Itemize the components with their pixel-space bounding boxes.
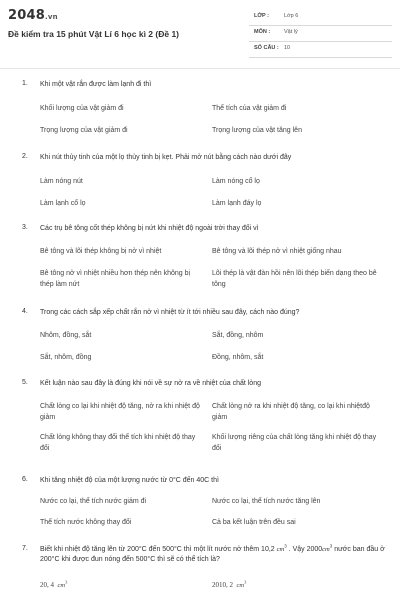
logo-suffix: .vn xyxy=(44,13,58,21)
question-number: 2. xyxy=(22,153,28,160)
question-5-option-b[interactable]: Chất lỏng nở ra khi nhiệt độ tăng, co lại khi nhiệtđộ giảm xyxy=(212,403,370,421)
question-5-option-a[interactable]: Chất lỏng co lại khi nhiệt độ tăng, nở ra khi nhiệt độ giảm xyxy=(40,403,200,421)
question-5-option-c[interactable]: Chất lỏng không thay đổi thể tích khi nhiệt độ thay đổi xyxy=(40,434,196,452)
question-5-option-d[interactable]: Khối lượng riêng của chất lỏng tăng khi nhiệt độ thay đổi xyxy=(212,434,377,452)
logo-text: 2048 xyxy=(8,8,45,23)
meta-value-subject: Vật lý xyxy=(284,29,298,35)
meta-value-count: 10 xyxy=(284,45,291,51)
question-3-option-b[interactable]: Bê tông và lõi thép nở vì nhiệt giống nhau xyxy=(212,248,342,255)
question-6-option-a[interactable]: Nước co lại, thể tích nước giảm đi xyxy=(40,498,147,505)
meta-label-count: SỐ CÂU : xyxy=(254,45,279,51)
question-3-option-d[interactable]: Lõi thép là vật đàn hồi nên lõi thép biến dạng theo bê tông xyxy=(212,270,377,288)
question-text: Khi tăng nhiệt độ của một lượng nước từ 0°C đến 40C thì xyxy=(40,477,219,484)
question-7-option-a[interactable]: 20, 4 $cm^3$ xyxy=(40,579,68,589)
question-number: 3. xyxy=(22,224,28,231)
question-1-option-d[interactable]: Trọng lượng của vật tăng lên xyxy=(212,127,302,134)
meta-row-subject xyxy=(249,26,392,42)
header-divider xyxy=(0,68,400,69)
question-3-option-a[interactable]: Bê tông và lõi thép không bị nở vì nhiệt xyxy=(40,248,162,255)
question-4-option-b[interactable]: Sắt, đồng, nhôm xyxy=(212,332,264,339)
question-2-option-c[interactable]: Làm lạnh cổ lọ xyxy=(40,200,86,207)
meta-value-class: Lớp 6 xyxy=(284,13,299,19)
question-4-option-c[interactable]: Sắt, nhôm, đồng xyxy=(40,354,92,361)
question-2-option-d[interactable]: Làm lạnh đáy lọ xyxy=(212,200,262,207)
question-text: Biết khi nhiệt độ tăng lên từ 200°C đến 500°C thì một lít nước nở thêm 10,2 $cm^3$ . Vậy $2000cm^3$ nước ban đầu ở 200°C khi được đun nóng đến 500°C thì sẽ có thể tích là? xyxy=(40,543,385,563)
question-7-option-b[interactable]: 2010, 2 $cm^3$ xyxy=(212,579,247,589)
question-text: Các trụ bê tông cốt thép không bị nứt khi nhiệt độ ngoài trời thay đổi vì xyxy=(40,225,259,232)
page-header xyxy=(0,0,400,64)
question-number: 4. xyxy=(22,308,28,315)
question-1-option-c[interactable]: Trọng lượng của vật giảm đi xyxy=(40,127,128,134)
exam-meta-box xyxy=(249,10,392,60)
site-logo[interactable] xyxy=(8,8,58,23)
question-2-option-b[interactable]: Làm nóng cổ lọ xyxy=(212,178,260,185)
question-1-option-b[interactable]: Thể tích của vật giảm đi xyxy=(212,105,287,112)
question-3-option-c[interactable]: Bê tông nở vì nhiệt nhiều hơn thép nên không bị thép làm nứt xyxy=(40,270,191,288)
question-2-option-a[interactable]: Làm nóng nút xyxy=(40,178,83,185)
question-1-option-a[interactable]: Khối lượng của vật giảm đi xyxy=(40,105,124,112)
question-text: Kết luận nào sau đây là đúng khi nói về sự nở ra về nhiệt của chất lỏng xyxy=(40,380,261,387)
meta-row-count xyxy=(249,42,392,58)
question-text: Trong các cách sắp xếp chất rắn nở vì nhiệt từ ít tới nhiều sau đây, cách nào đúng? xyxy=(40,309,300,316)
meta-label-class: LỚP : xyxy=(254,13,269,19)
question-number: 1. xyxy=(22,80,28,87)
question-6-option-b[interactable]: Nước co lại, thể tích nước tăng lên xyxy=(212,498,321,505)
question-text: Khi một vật rắn được làm lạnh đi thì xyxy=(40,81,152,88)
question-number: 6. xyxy=(22,476,28,483)
meta-label-subject: MÔN : xyxy=(254,29,271,35)
question-text: Khi nút thủy tinh của một lọ thủy tinh bị kẹt. Phải mở nút bằng cách nào dưới đây xyxy=(40,154,292,161)
question-number: 5. xyxy=(22,379,28,386)
question-4-option-d[interactable]: Đồng, nhôm, sắt xyxy=(212,354,264,361)
question-number: 7. xyxy=(22,545,28,552)
exam-title: Đề kiểm tra 15 phút Vật Lí 6 học kì 2 (Đề 1) xyxy=(8,29,179,39)
question-6-option-c[interactable]: Thể tích nước không thay đổi xyxy=(40,519,132,526)
meta-row-class xyxy=(249,10,392,26)
question-6-option-d[interactable]: Cả ba kết luận trên đều sai xyxy=(212,519,296,526)
question-4-option-a[interactable]: Nhôm, đồng, sắt xyxy=(40,332,92,339)
